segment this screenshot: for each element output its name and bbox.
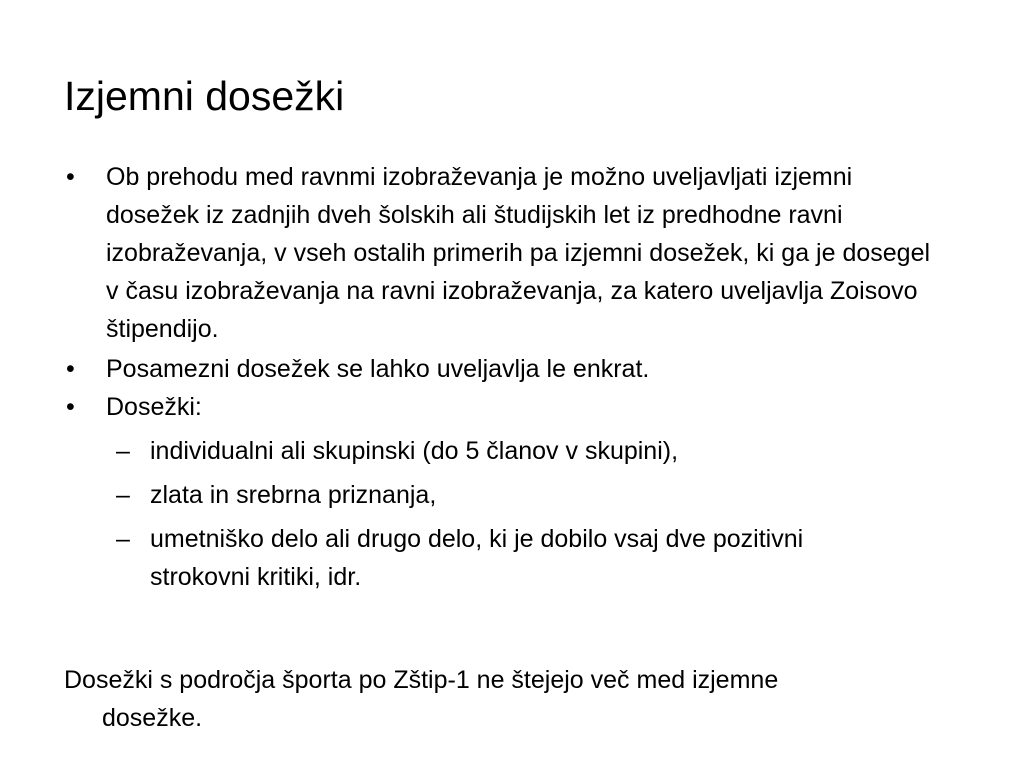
sub-bullet-text: individualni ali skupinski (do 5 članov v skupini),	[150, 437, 679, 465]
slide-title: Izjemni dosežki	[64, 73, 345, 119]
footer-note-line1: Dosežki s področja športa po Zštip-1 ne štejejo več med izjemne	[64, 666, 779, 694]
bullet-item	[0, 350, 946, 388]
sub-bullet-marker: –	[116, 525, 130, 553]
sub-bullet-item	[0, 432, 910, 470]
bullet-text: Posamezni dosežek se lahko uveljavlja le enkrat.	[106, 355, 650, 383]
sub-bullet-marker: –	[116, 481, 130, 509]
sub-bullet-item	[0, 476, 910, 514]
bullet-item	[0, 388, 946, 426]
footer-note	[64, 661, 984, 737]
sub-bullet-text: zlata in srebrna priznanja,	[150, 481, 437, 509]
bullet-marker: •	[66, 393, 75, 421]
sub-bullet-item	[0, 520, 910, 596]
bullet-text: Ob prehodu med ravnmi izobraževanja je možno uveljavljati izjemni dosežek iz zadnjih dveh šolskih ali študijskih let iz predhodne ravni izobraževanja, v vseh ostalih primerih pa izjemni dosežek, ki ga je dosegel v času izobraževanja na ravni izobraževanja, za katero uveljavlja Zoisovo štipendijo.	[106, 163, 931, 343]
footer-note-line2: dosežke.	[102, 704, 203, 732]
bullet-marker: •	[66, 355, 75, 383]
sub-bullet-text: umetniško delo ali drugo delo, ki je dobilo vsaj dve pozitivni strokovni kritiki, idr.	[150, 525, 804, 591]
bullet-text: Dosežki:	[106, 393, 202, 421]
bullet-marker: •	[66, 163, 75, 191]
sub-bullet-marker: –	[116, 437, 130, 465]
slide-content	[0, 158, 1024, 596]
bullet-item	[0, 158, 946, 348]
